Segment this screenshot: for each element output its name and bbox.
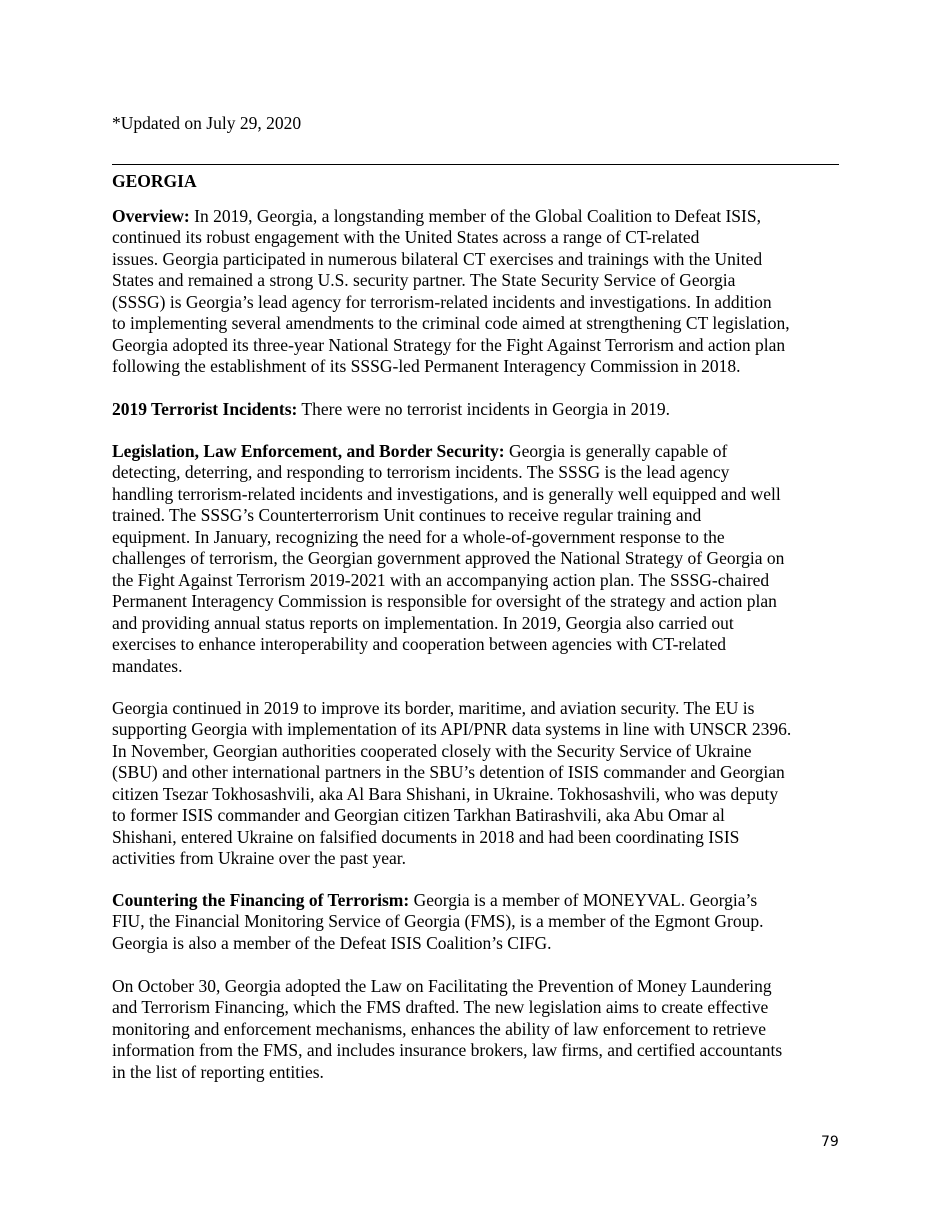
paragraph-line: Overview: In 2019, Georgia, a longstanding member of the Global Coalition to Defeat ISIS, [112,206,761,226]
paragraph-line: information from the FMS, and includes insurance brokers, law firms, and certified accountants [112,1040,783,1061]
page-number: 79 [821,1134,839,1150]
paragraph-heading: Legislation, Law Enforcement, and Border Security: [112,441,505,461]
paragraph-line: exercises to enhance interoperability and cooperation between agencies with CT-related [112,634,727,655]
paragraph-line: the Fight Against Terrorism 2019-2021 with an accompanying action plan. The SSSG-chaired [112,569,770,590]
paragraph-line: continued its robust engagement with the United States across a range of CT-related [112,227,700,248]
financing-paragraph [112,890,763,954]
paragraph-line: issues. Georgia participated in numerous bilateral CT exercises and trainings with the United [112,248,763,269]
paragraph-line: to implementing several amendments to the criminal code aimed at strengthening CT legislation, [112,313,790,334]
paragraph-line: in the list of reporting entities. [112,1061,324,1082]
horizontal-rule [112,164,839,165]
paragraph-line: handling terrorism-related incidents and investigations, and is generally well equipped and well [112,483,781,504]
paragraph-line: (SBU) and other international partners in the SBU’s detention of ISIS commander and Georgian [112,762,785,783]
paragraph-line: supporting Georgia with implementation of its API/PNR data systems in line with UNSCR 2396. [112,719,792,740]
paragraph-line: monitoring and enforcement mechanisms, enhances the ability of law enforcement to retrieve [112,1018,767,1039]
paragraph-line: FIU, the Financial Monitoring Service of Georgia (FMS), is a member of the Egmont Group. [112,911,764,932]
paragraph-line: and providing annual status reports on implementation. In 2019, Georgia also carried out [112,612,734,633]
paragraph-line: In November, Georgian authorities cooperated closely with the Security Service of Ukraine [112,740,752,761]
paragraph-line: Georgia adopted its three-year National Strategy for the Fight Against Terrorism and action plan [112,334,786,355]
paragraph-heading: 2019 Terrorist Incidents: [112,399,298,419]
paragraph-line: States and remained a strong U.S. security partner. The State Security Service of Georgia [112,270,736,291]
paragraph-line: challenges of terrorism, the Georgian government approved the National Strategy of Georgia on [112,548,785,569]
money-laundering-law-paragraph [112,976,782,1083]
paragraph-line: 2019 Terrorist Incidents: There were no terrorist incidents in Georgia in 2019. [112,399,670,419]
terrorist-incidents-paragraph [112,399,670,420]
paragraph-line: Shishani, entered Ukraine on falsified documents in 2018 and had been coordinating ISIS [112,826,740,847]
paragraph-heading: Countering the Financing of Terrorism: [112,890,410,910]
paragraph-line: and Terrorism Financing, which the FMS drafted. The new legislation aims to create effective [112,997,769,1018]
paragraph-line: activities from Ukraine over the past year. [112,848,406,869]
paragraph-line: On October 30, Georgia adopted the Law on Facilitating the Prevention of Money Laundering [112,976,772,996]
paragraph-line: equipment. In January, recognizing the need for a whole-of-government response to the [112,526,725,547]
overview-paragraph [112,206,790,378]
updated-date: *Updated on July 29, 2020 [112,113,302,133]
paragraph-line: Georgia continued in 2019 to improve its border, maritime, and aviation security. The EU is [112,698,755,718]
paragraph-line: following the establishment of its SSSG-led Permanent Interagency Commission in 2018. [112,356,741,377]
border-security-paragraph [112,698,791,870]
paragraph-line: Legislation, Law Enforcement, and Border Security: Georgia is generally capable of [112,441,728,461]
paragraph-line: Countering the Financing of Terrorism: Georgia is a member of MONEYVAL. Georgia’s [112,890,758,910]
paragraph-line: citizen Tsezar Tokhosashvili, aka Al Bara Shishani, in Ukraine. Tokhosashvili, who was deputy [112,783,779,804]
paragraph-line: Georgia is also a member of the Defeat ISIS Coalition’s CIFG. [112,932,552,953]
paragraph-heading: Overview: [112,206,190,226]
paragraph-line: (SSSG) is Georgia’s lead agency for terrorism-related incidents and investigations. In addition [112,291,772,312]
paragraph-line: detecting, deterring, and responding to terrorism incidents. The SSSG is the lead agency [112,462,730,483]
legislation-paragraph [112,441,784,677]
paragraph-line: mandates. [112,655,183,676]
section-title: GEORGIA [112,171,197,191]
paragraph-line: to former ISIS commander and Georgian citizen Tarkhan Batirashvili, aka Abu Omar al [112,805,725,826]
paragraph-line: Permanent Interagency Commission is responsible for oversight of the strategy and action plan [112,591,777,612]
paragraph-line: trained. The SSSG’s Counterterrorism Unit continues to receive regular training and [112,505,702,526]
